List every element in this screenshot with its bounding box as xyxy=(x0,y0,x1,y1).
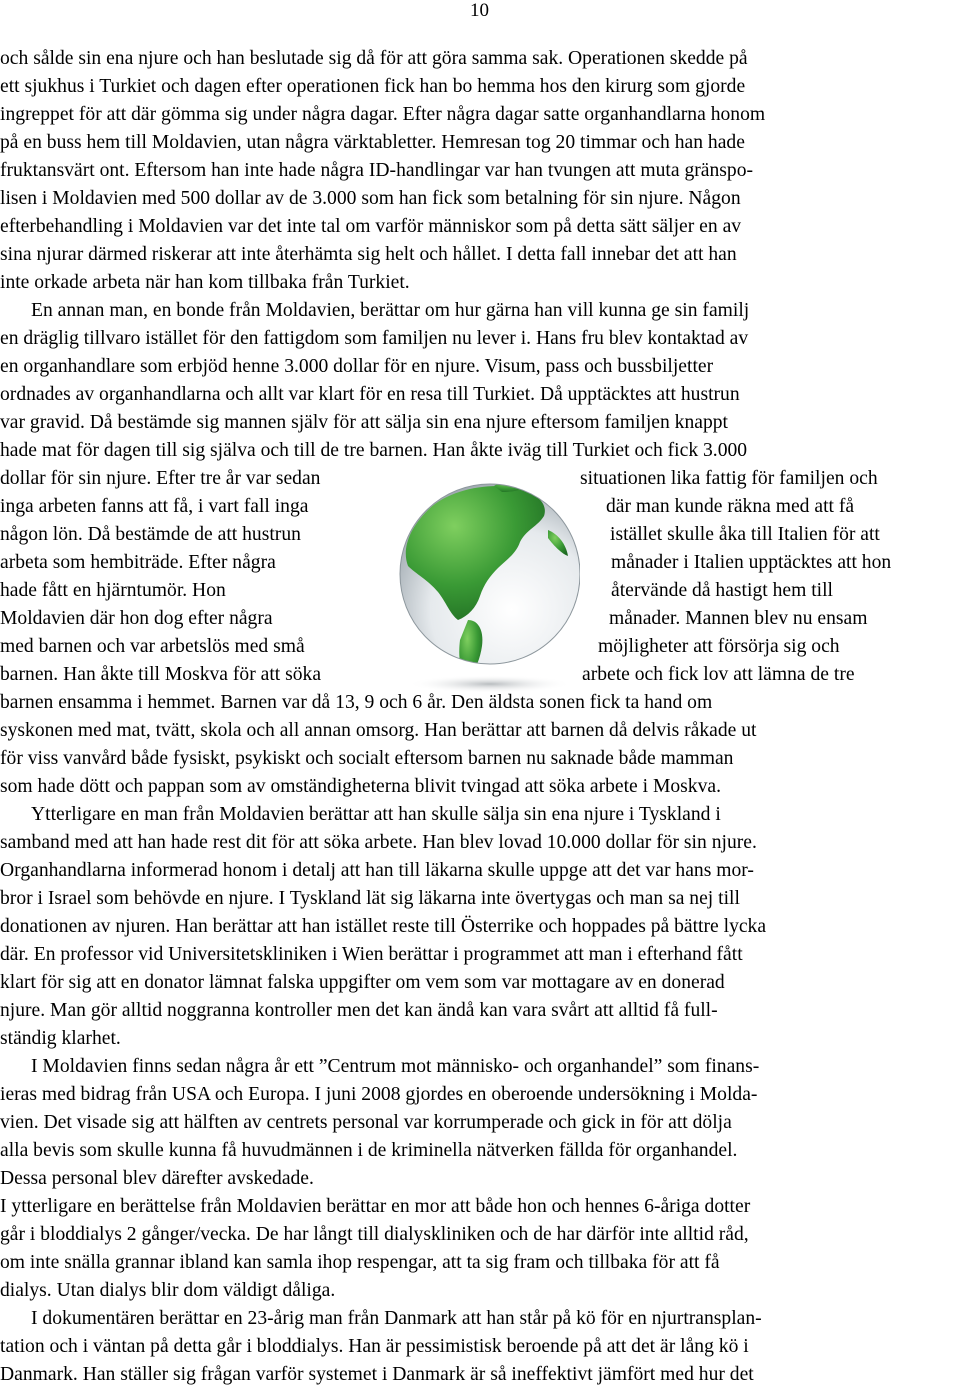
text-line: syskonen med mat, tvätt, skola och all annan omsorg. Han berättar att barnen då delvis råkade ut xyxy=(0,720,757,741)
text-line: njure. Man gör alltid noggranna kontroller men det kan ändå kan vara svårt att alltid få full- xyxy=(0,1000,718,1021)
text-line: I ytterligare en berättelse från Moldavien berättar en mor att både hon och hennes 6-åriga dotter xyxy=(0,1196,751,1217)
wrap-left-line: barnen. Han åkte till Moskva för att söka xyxy=(0,664,322,685)
text-line: ett sjukhus i Turkiet och dagen efter operationen fick han bo hemma hos den kirurg som gjorde xyxy=(0,76,746,97)
wrap-left-line: dollar för sin njure. Efter tre år var sedan xyxy=(0,468,321,489)
wrap-left-line: med barnen och var arbetslös med små xyxy=(0,636,305,657)
text-line: hade mat för dagen till sig själva och till de tre barnen. Han åkte iväg till Turkiet och fick 3.000 xyxy=(0,440,748,461)
text-line: där. En professor vid Universitetskliniken i Wien berättar i programmet att man i efterhand fått xyxy=(0,944,743,965)
text-line: klart för sig att en donator lämnat falska uppgifter om vem som var mottagare av en donerad xyxy=(0,972,725,993)
text-line: ieras med bidrag från USA och Europa. I juni 2008 gjordes en oberoende undersökning i Molda- xyxy=(0,1084,758,1105)
text-line: och sålde sin ena njure och han beslutade sig då för att göra samma sak. Operationen skedde på xyxy=(0,48,748,69)
text-line: ordnades av organhandlarna och allt var klart för en resa till Turkiet. Då upptäcktes att hustrun xyxy=(0,384,740,405)
text-line: lisen i Moldavien med 500 dollar av de 3.000 som han fick som betalning för sin njure. Någon xyxy=(0,188,741,209)
text-line: vien. Det visade sig att hälften av centrets personal var korrumperade och gick in för att dölja xyxy=(0,1112,732,1133)
text-line: Ytterligare en man från Moldavien berättar att han skulle sälja sin ena njure i Tyskland i xyxy=(31,804,721,825)
wrap-right-line: månader. Mannen blev nu ensam xyxy=(609,608,868,629)
text-line: ständig klarhet. xyxy=(0,1028,121,1049)
text-line: går i bloddialys 2 gånger/vecka. De har långt till dialyskliniken och de har därför inte alltid råd, xyxy=(0,1224,749,1245)
wrap-right-line: istället skulle åka till Italien för att xyxy=(610,524,880,545)
text-line: fruktansvärt ont. Eftersom han inte hade några ID-handlingar var han tvungen att muta gränspo- xyxy=(0,160,754,181)
text-line: en dräglig tillvaro istället för den fattigdom som familjen nu lever i. Hans fru blev kontaktad av xyxy=(0,328,749,349)
text-line: Danmark. Han ställer sig frågan varför systemet i Danmark är så ineffektivt jämfört med hur det xyxy=(0,1364,754,1385)
text-line: donationen av njuren. Han berättar att han istället reste till Österrike och hoppades på bättre lycka xyxy=(0,916,767,937)
text-line: sina njurar därmed riskerar att inte återhämta sig helt och hållet. I detta fall innebar det att han xyxy=(0,244,737,265)
text-line: ingreppet för att där gömma sig under några dagar. Efter några dagar satte organhandlarna honom xyxy=(0,104,766,125)
wrap-right-line: möjligheter att försörja sig och xyxy=(598,636,840,657)
text-line: inte orkade arbeta när han kom tillbaka från Turkiet. xyxy=(0,272,410,293)
wrap-left-line: hade fått en hjärntumör. Hon xyxy=(0,580,226,601)
text-line: samband med att han hade rest dit för att söka arbete. Han blev lovad 10.000 dollar för sin njure. xyxy=(0,832,757,853)
wrap-right-line: återvände då hastigt hem till xyxy=(611,580,833,601)
text-line: om inte snälla grannar ibland kan samla ihop respengar, att ta sig fram och tillbaka för att få xyxy=(0,1252,720,1273)
wrap-left-line: Moldavien där hon dog efter några xyxy=(0,608,273,629)
text-line: en organhandlare som erbjöd henne 3.000 dollar för en njure. Visum, pass och bussbiljetter xyxy=(0,356,714,377)
text-line: tation och i väntan på detta går i bloddialys. Han är pessimistisk beroende på att det är lång kö i xyxy=(0,1336,749,1357)
text-line: på en buss hem till Moldavien, utan några värktabletter. Hemresan tog 20 timmar och han hade xyxy=(0,132,745,153)
wrap-right-line: månader i Italien upptäcktes att hon xyxy=(611,552,892,573)
text-line: var gravid. Då bestämde sig mannen själv för att sälja sin ena njure eftersom familjen knappt xyxy=(0,412,729,433)
wrap-right-line: arbete och fick lov att lämna de tre xyxy=(582,664,855,685)
text-line: bror i Israel som behövde en njure. I Tyskland lät sig läkarna inte övertygas och man sa nej till xyxy=(0,888,740,909)
text-line: I dokumentären berättar en 23-årig man från Danmark att han står på kö för en njurtransplan- xyxy=(31,1308,762,1329)
text-line: alla bevis som skulle kunna få huvudmännen i de kriminella nätverken fällda för organhandel. xyxy=(0,1140,738,1161)
text-line: för viss vanvård både fysiskt, psykiskt och socialt eftersom barnen nu saknade både mamman xyxy=(0,748,734,769)
wrap-left-line: inga arbeten fanns att få, i vart fall inga xyxy=(0,496,309,517)
text-line: dialys. Utan dialys blir dom väldigt dåliga. xyxy=(0,1280,336,1301)
wrap-left-line: någon lön. Då bestämde de att hustrun xyxy=(0,524,301,545)
wrap-right-line: där man kunde räkna med att få xyxy=(606,496,855,517)
text-line: barnen ensamma i hemmet. Barnen var då 13, 9 och 6 år. Den äldsta sonen fick ta hand om xyxy=(0,692,713,713)
page-number: 10 xyxy=(470,0,489,21)
text-line: Organhandlarna informerad honom i detalj att han till läkarna skulle uppge att det var hans mor- xyxy=(0,860,754,881)
wrap-right-line: situationen lika fattig för familjen och xyxy=(580,468,878,489)
text-line: En annan man, en bonde från Moldavien, berättar om hur gärna han vill kunna ge sin familj xyxy=(31,300,750,321)
text-line: efterbehandling i Moldavien var det inte tal om varför människor som på detta sätt säljer en av xyxy=(0,216,742,237)
wrap-left-line: arbeta som hembiträde. Efter några xyxy=(0,552,276,573)
globe-image xyxy=(398,470,580,696)
text-line: Dessa personal blev därefter avskedade. xyxy=(0,1168,314,1189)
text-line: som hade dött och pappan som av omständigheterna blivit tvingad att söka arbete i Moskva. xyxy=(0,776,721,797)
text-line: I Moldavien finns sedan några år ett ”Centrum mot människo- och organhandel” som finans- xyxy=(31,1056,760,1077)
